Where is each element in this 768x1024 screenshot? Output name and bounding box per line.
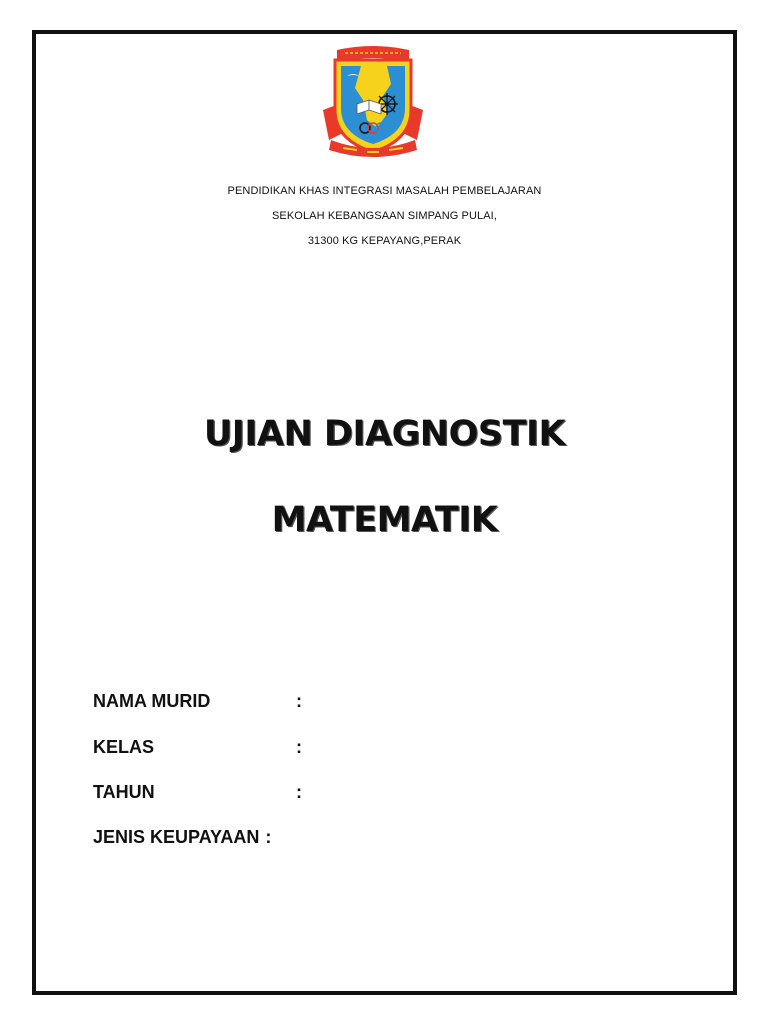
field-colon: : [296,737,302,757]
school-crest-icon [317,44,429,160]
document-title: UJIAN DIAGNOSTIK [203,414,566,454]
school-address-line: 31300 KG KEPAYANG,PERAK [307,235,462,247]
field-colon: : [296,691,302,711]
page-border-shadow-line [32,992,737,993]
document-subject: MATEMATIK [271,500,498,540]
field-label: KELAS [93,737,155,757]
field-year[interactable] [93,782,302,806]
field-student-name[interactable] [93,691,302,715]
field-ability-type[interactable] [93,827,271,851]
field-colon: : [265,827,272,847]
school-program-line: PENDIDIKAN KHAS INTEGRASI MASALAH PEMBELAJARAN [227,185,542,197]
school-name-line: SEKOLAH KEBANGSAAN SIMPANG PULAI, [272,210,497,222]
field-colon: : [296,782,302,802]
field-label: TAHUN [93,782,155,802]
field-label: NAMA MURID [93,691,211,711]
field-label: JENIS KEUPAYAAN [93,827,260,847]
field-class[interactable] [93,737,302,761]
